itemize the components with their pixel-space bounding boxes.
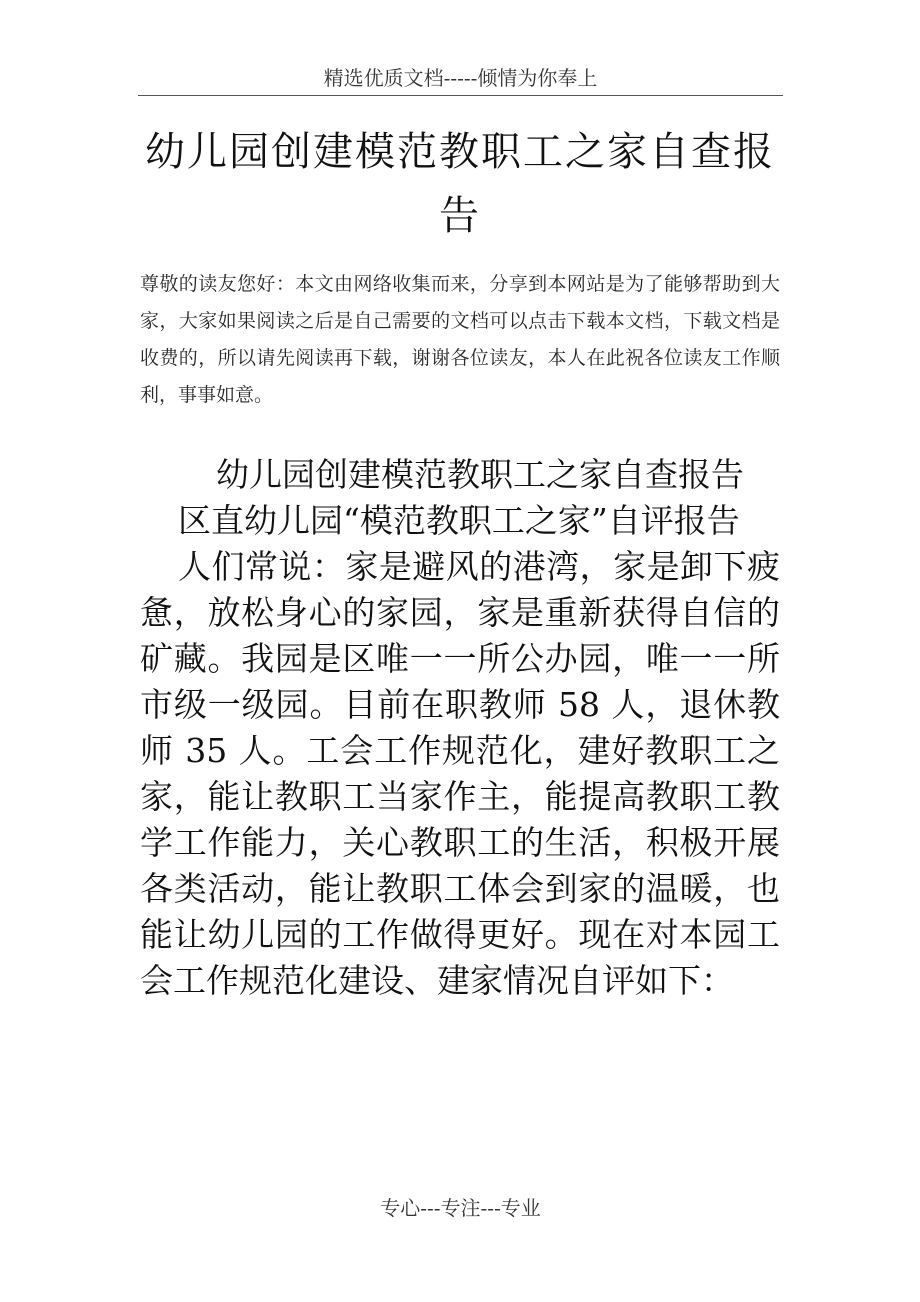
header-divider: [138, 95, 783, 96]
page-header: 精选优质文档-----倾情为你奉上: [323, 66, 598, 90]
page-footer: 专心---专注---专业: [380, 1196, 541, 1220]
reader-notice: 尊敬的读友您好：本文由网络收集而来，分享到本网站是为了能够帮助到大家，大家如果阅读之后是自己需要的文档可以点击下载本文档，下载文档是收费的，所以请先阅读再下载，谢谢各位读友，本人在此祝各位读友工作顺利，事事如意。: [140, 273, 780, 406]
document-body: [140, 452, 780, 1004]
document-title: 幼儿园创建模范教职工之家自查报告: [145, 129, 775, 239]
body-main-paragraph: 人们常说：家是避风的港湾，家是卸下疲惫，放松身心的家园，家是重新获得自信的矿藏。我园是区唯一一所公办园，唯一一所市级一级园。目前在职教师 58 人，退休教师 35 人。工会工作规范化，建好教职工之家，能让教职工当家作主，能提高教职工教学工作能力，关心教职工的生活，积极开展各类活动，能让教职工体会到家的温暖，也能让幼儿园的工作做得更好。现在对本园工会工作规范化建设、建家情况自评如下：: [140, 547, 780, 1000]
body-subtitle-paragraph: 区直幼儿园“模范教职工之家”自评报告: [178, 501, 740, 540]
body-title-paragraph: 幼儿园创建模范教职工之家自查报告: [216, 455, 744, 494]
